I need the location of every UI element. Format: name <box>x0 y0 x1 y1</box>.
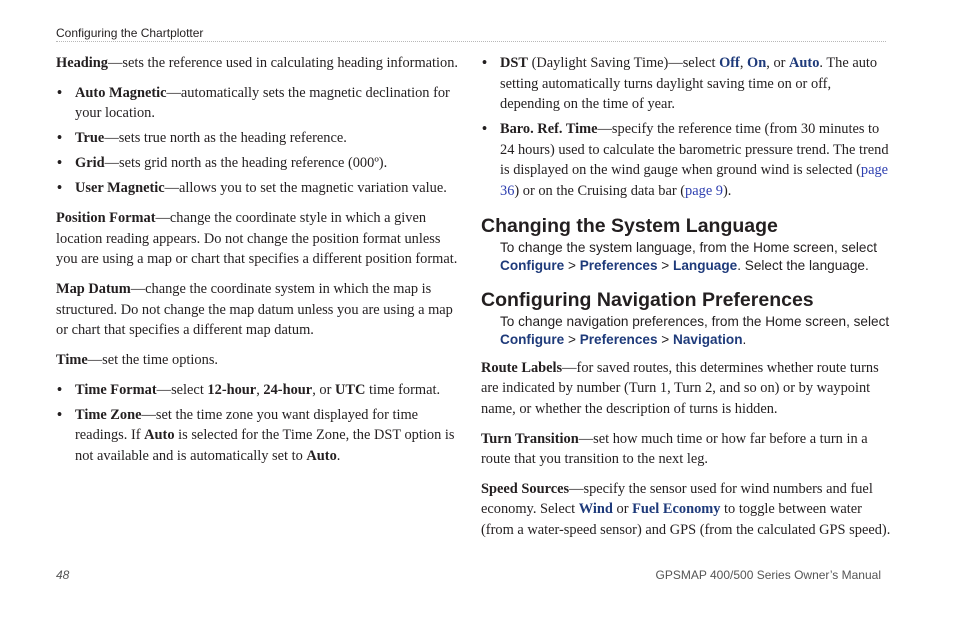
page-link[interactable]: page 9 <box>685 182 724 199</box>
route-labels-desc: —for saved routes, this determines whether route turns are indicated by number (Turn 1, Turn 2, and so on) or by waypoint name, or whether the description of turns is hidden. <box>481 359 879 417</box>
menu-path-navigation: Navigation <box>673 332 743 348</box>
menu-path-configure: Configure <box>500 332 565 348</box>
text: , <box>739 55 748 71</box>
time-format-term: Time Format <box>75 381 157 398</box>
list-item <box>56 153 462 174</box>
option-wind: Wind <box>578 501 613 518</box>
time-zone-term: Time Zone <box>75 406 142 423</box>
right-column <box>481 53 891 550</box>
text: . The auto setting automatically turns daylight saving time on or off, depending on the time of year. <box>500 55 878 113</box>
position-format-desc: —change the coordinate style in which a given location reading appears. Do not change the position format unless you are using a map or chart that specifies a different position format. <box>56 210 458 268</box>
text: time format. <box>365 381 441 398</box>
speed-sources-term: Speed Sources <box>481 480 570 497</box>
route-labels-paragraph <box>481 358 891 420</box>
text: . <box>742 332 747 348</box>
heading-options-list <box>56 83 462 199</box>
page-number: 48 <box>56 568 70 582</box>
option-desc: —sets true north as the heading reference. <box>104 130 347 147</box>
heading-term: Heading <box>56 55 108 71</box>
manual-title: GPSMAP 400/500 Series Owner’s Manual <box>655 568 881 582</box>
section-heading: Configuring Navigation Preferences <box>481 288 814 311</box>
path-separator: > <box>657 258 674 274</box>
time-term: Time <box>56 352 88 369</box>
text: , <box>256 381 264 398</box>
running-header: Configuring the Chartplotter <box>56 26 204 40</box>
list-item <box>56 83 462 124</box>
menu-path-preferences: Preferences <box>579 332 658 348</box>
list-item <box>481 53 891 115</box>
route-labels-term: Route Labels <box>481 359 563 376</box>
position-format-paragraph <box>56 208 462 270</box>
option-term: Auto Magnetic <box>75 84 167 101</box>
option-on: On <box>747 55 767 71</box>
option-12-hour: 12-hour <box>207 381 257 398</box>
turn-transition-paragraph <box>481 429 891 470</box>
baro-term: Baro. Ref. Time <box>500 121 598 138</box>
text: . Select the language. <box>737 258 869 274</box>
text: , or <box>766 55 790 71</box>
dst-term: DST <box>500 55 528 71</box>
text: or <box>612 501 633 518</box>
time-options-list-continued <box>481 53 891 202</box>
list-item <box>56 405 462 467</box>
path-separator: > <box>564 258 580 274</box>
path-separator: > <box>564 332 580 348</box>
heading-desc: —sets the reference used in calculating heading information. <box>107 55 459 71</box>
option-term: User Magnetic <box>75 180 165 197</box>
time-options-list <box>56 380 462 467</box>
map-datum-term: Map Datum <box>56 281 131 298</box>
list-item <box>56 380 462 401</box>
path-separator: > <box>657 332 674 348</box>
section-heading: Changing the System Language <box>481 214 778 237</box>
option-desc: —automatically sets the magnetic declination for your location. <box>75 84 450 122</box>
text: ). <box>723 182 732 199</box>
option-term: Grid <box>75 155 105 172</box>
map-datum-paragraph <box>56 279 462 341</box>
text: —specify the reference time (from 30 minutes to 24 hours) used to calculate the barometric pressure trend. The trend is displayed on the wind gauge when ground wind is selected ( <box>500 121 889 179</box>
speed-sources-paragraph <box>481 479 891 541</box>
menu-path-preferences: Preferences <box>579 258 658 274</box>
text: —specify the sensor used for wind numbers and fuel economy. Select <box>481 480 873 518</box>
turn-transition-desc: —set how much time or how far before a turn in a route that you transition to the next leg. <box>481 430 868 468</box>
option-fuel-economy: Fuel Economy <box>632 501 721 518</box>
list-item <box>481 119 891 201</box>
page-link[interactable]: page 36 <box>500 162 889 199</box>
heading-paragraph <box>56 53 462 74</box>
option-auto: Auto <box>789 55 820 71</box>
option-term: True <box>75 130 105 147</box>
option-off: Off <box>719 55 740 71</box>
text: , or <box>312 381 335 398</box>
time-desc: —set the time options. <box>87 352 219 369</box>
instruction-text <box>481 313 891 350</box>
text: To change navigation preferences, from the Home screen, select <box>500 313 890 329</box>
map-datum-desc: —change the coordinate system in which the map is structured. Do not change the map datum unless you are using a map or chart that specifies a different map datum. <box>56 281 453 339</box>
text: (Daylight Saving Time)—select <box>528 55 720 71</box>
text: —select <box>156 381 208 398</box>
instruction-text <box>481 239 891 276</box>
list-item <box>56 178 462 199</box>
text: —set the time zone you want displayed for time readings. If <box>75 406 419 444</box>
option-desc: —allows you to set the magnetic variation value. <box>164 180 447 197</box>
list-item <box>56 128 462 149</box>
text: To change the system language, from the Home screen, select <box>500 239 878 255</box>
left-column <box>56 53 462 476</box>
option-auto: Auto <box>306 448 337 464</box>
text: is selected for the Time Zone, the DST option is not available and is automatically set to <box>75 427 455 464</box>
header-divider <box>56 41 886 42</box>
position-format-term: Position Format <box>56 210 156 227</box>
menu-path-language: Language <box>673 258 738 274</box>
text: to toggle between water (from a water-speed sensor) and GPS (from the calculated GPS speed). <box>481 501 891 539</box>
text: . <box>336 448 341 464</box>
menu-path-configure: Configure <box>500 258 565 274</box>
turn-transition-term: Turn Transition <box>481 430 579 447</box>
text: ) or on the Cruising data bar ( <box>514 182 686 199</box>
time-paragraph <box>56 350 462 371</box>
option-utc: UTC <box>334 381 366 398</box>
option-auto: Auto <box>144 427 175 444</box>
option-24-hour: 24-hour <box>263 381 313 398</box>
option-desc: —sets grid north as the heading reference (000º). <box>104 155 388 172</box>
